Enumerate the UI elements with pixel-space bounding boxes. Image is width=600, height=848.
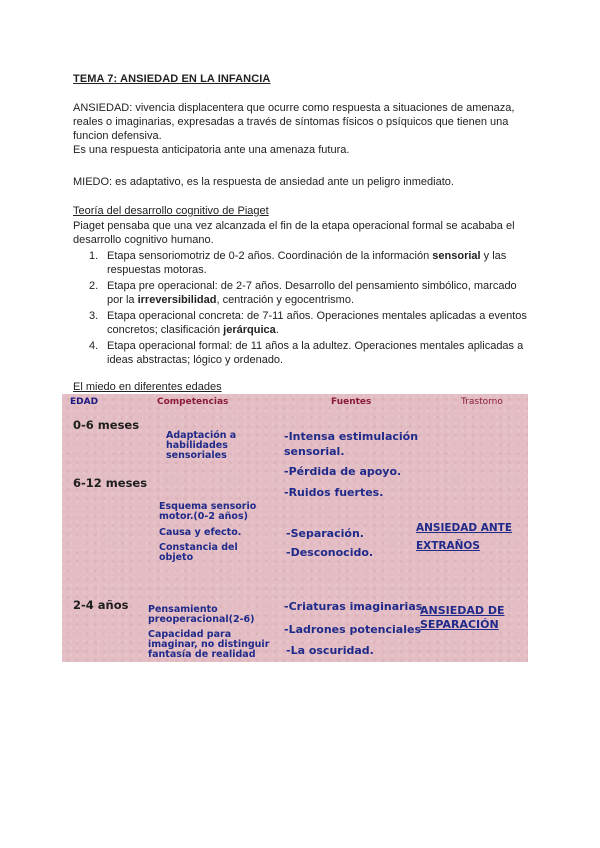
stage-item: 2. Etapa pre operacional: de 2-7 años. Desarrollo del pensamiento simbólico, marcado por la irreversibilidad, centración y egocentrismo. <box>89 280 517 306</box>
competence-item: Pensamiento preoperacional(2-6) <box>148 604 255 625</box>
competence-item: Adaptación a habilidades sensoriales <box>166 430 237 461</box>
competence-item: Causa y efecto. <box>159 527 242 538</box>
header-competencias: Competencias <box>157 397 229 407</box>
age-6-12-months: 6-12 meses <box>73 476 148 490</box>
competence-item: Constancia del objeto <box>159 542 238 563</box>
piaget-section-title: Teoría del desarrollo cognitivo de Piaget <box>73 205 269 217</box>
disorder-stranger-anxiety: ANSIEDAD ANTE EXTRAÑOS <box>416 522 513 552</box>
fear-source-item: -Ladrones potenciales <box>284 623 421 636</box>
fear-source-item: -Ruidos fuertes. <box>284 486 384 499</box>
fear-definition: MIEDO: es adaptativo, es la respuesta de ansiedad ante un peligro inmediato. <box>73 176 454 188</box>
anxiety-definition-block <box>73 101 533 157</box>
fear-source-item: -Desconocido. <box>286 546 374 559</box>
age-2-4-years: 2-4 años <box>73 598 129 612</box>
age-0-6-months: 0-6 meses <box>73 418 140 432</box>
fear-source-item: -La oscuridad. <box>286 644 374 657</box>
anxiety-definition: ANSIEDAD: vivencia displacentera que ocurre como respuesta a situaciones de amenaza, reales o imaginarias, expresadas a través de síntomas físicos o psíquicos que tienen una funcion defensiva. <box>73 102 515 142</box>
fear-source-item: -Intensa estimulación sensorial. <box>284 430 419 458</box>
header-fuentes: Fuentes <box>331 397 372 407</box>
document-title: TEMA 7: ANSIEDAD EN LA INFANCIA <box>73 73 271 85</box>
fear-by-age-table-image <box>62 394 528 662</box>
fear-source-item: -Separación. <box>286 527 364 540</box>
stage-item: 3. Etapa operacional concreta: de 7-11 años. Operaciones mentales aplicadas a eventos concretos; clasificación jerárquica. <box>89 310 527 336</box>
fear-source-item: -Pérdida de apoyo. <box>284 465 402 478</box>
header-edad: EDAD <box>70 397 99 407</box>
anxiety-note: Es una respuesta anticipatoria ante una amenaza futura. <box>73 144 350 156</box>
disorder-separation-anxiety: ANSIEDAD DE SEPARACIÓN <box>420 604 505 631</box>
competence-item: Esquema sensorio motor.(0-2 años) <box>159 501 257 522</box>
stage-item: 1. Etapa sensoriomotriz de 0-2 años. Coordinación de la información sensorial y las respuestas motoras. <box>89 250 507 276</box>
piaget-intro: Piaget pensaba que una vez alcanzada el fin de la etapa operacional formal se acababa el desarrollo cognitivo humano. <box>73 220 515 246</box>
fear-source-item: -Criaturas imaginarias <box>284 600 423 613</box>
piaget-stages-list <box>89 249 529 369</box>
stage-item: 4. Etapa operacional formal: de 11 años a la adultez. Operaciones mentales aplicadas a ideas abstractas; lógico y ordenado. <box>89 340 524 366</box>
fear-ages-title: El miedo en diferentes edades <box>73 381 222 393</box>
competence-item: Capacidad para imaginar, no distinguir fantasía de realidad <box>148 629 270 660</box>
header-trastorno: Trastorno <box>461 397 503 407</box>
